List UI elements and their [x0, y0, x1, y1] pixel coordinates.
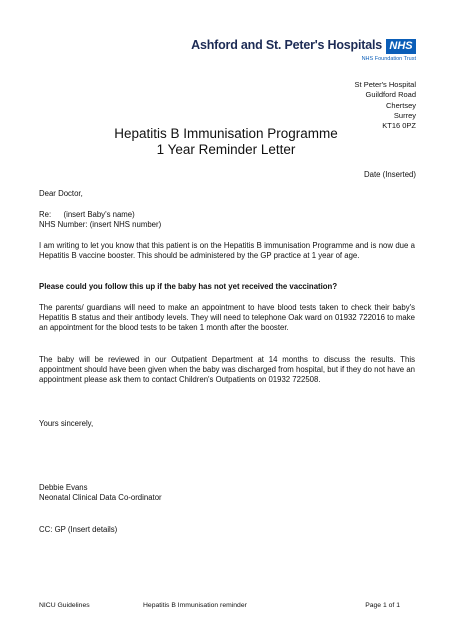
paragraph-blood-tests: The parents/ guardians will need to make an appointment to have blood tests taken to check their baby's Hepatitis B status and their antibody levels. They will need to telephone Oak ward on 01932 722016 to make an appointment for the blood tests to be taken 1 month after the booster.: [39, 303, 415, 332]
hospital-address: [355, 80, 416, 131]
signatory-name: Debbie Evans: [39, 483, 88, 492]
logo-text: Ashford and St. Peter's Hospitals: [191, 38, 382, 52]
hospital-logo: [191, 38, 416, 62]
cc-line: CC: GP (Insert details): [39, 525, 118, 534]
title-line-1: Hepatitis B Immunisation Programme: [114, 126, 338, 141]
footer-page-number: Page 1 of 1: [365, 602, 400, 609]
title-line-2: 1 Year Reminder Letter: [156, 142, 296, 157]
paragraph-follow-up: Please could you follow this up if the baby has not yet received the vaccination?: [39, 282, 338, 291]
address-line: KT16 0PZ: [382, 121, 416, 131]
re-block: [39, 210, 415, 230]
letter-title: [0, 126, 452, 158]
address-line: Chertsey: [385, 100, 416, 110]
letter-date: Date (Inserted): [363, 170, 416, 179]
address-line: Surrey: [393, 110, 416, 120]
re-nhs-number: NHS Number: (insert NHS number): [39, 220, 162, 229]
salutation: Dear Doctor,: [39, 189, 83, 198]
signatory: [39, 483, 415, 503]
nhs-badge-icon: NHS: [386, 39, 416, 54]
footer-left: NICU Guidelines: [39, 602, 90, 609]
re-baby-name: (insert Baby's name): [63, 210, 135, 219]
signatory-role: Neonatal Clinical Data Co-ordinator: [39, 493, 162, 502]
paragraph-booster: I am writing to let you know that this patient is on the Hepatitis B immunisation Programme and is now due a Hepatitis B vaccine booster. This should be administered by the GP practice at 1 year of age.: [39, 241, 415, 260]
re-label: Re:: [39, 210, 52, 219]
paragraph-outpatient-review: The baby will be reviewed in our Outpatient Department at 14 months to discuss the results. This appointment should have been given when the baby was discharged from hospital, but if they do not have an appointment please ask them to contact Children's Outpatients on 01932 722508.: [39, 355, 415, 384]
address-line: Guildford Road: [365, 90, 416, 100]
logo-subtext: NHS Foundation Trust: [361, 56, 416, 62]
closing: Yours sincerely,: [39, 419, 94, 428]
footer-center: Hepatitis B Immunisation reminder: [143, 602, 247, 609]
address-line: St Peter's Hospital: [354, 80, 416, 89]
